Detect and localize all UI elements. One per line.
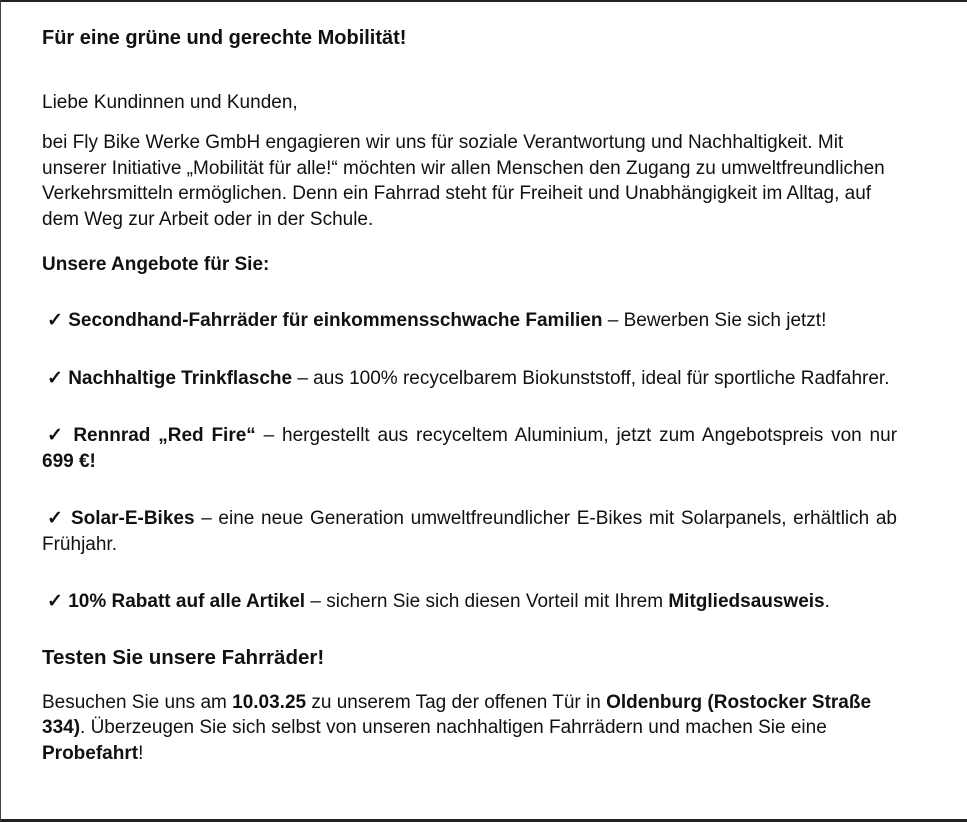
closing-text: . Überzeugen Sie sich selbst von unseren nachhaltigen Fahrrädern und machen Sie eine (80, 717, 827, 738)
event-date: 10.03.25 (232, 691, 307, 713)
offer-text: – hergestellt aus recyceltem Aluminium, jetzt zum Angebotspreis von nur (255, 425, 898, 446)
check-icon: ✓ (47, 591, 63, 612)
offers-heading: Unsere Angebote für Sie: (42, 254, 270, 275)
document-title: Für eine grüne und gerechte Mobilität! (42, 27, 407, 49)
closing-paragraph (42, 690, 897, 767)
check-icon: ✓ (47, 508, 65, 529)
offer-price: 699 €! (42, 450, 96, 472)
offer-text: – eine neue Generation umweltfreundlicher E-Bikes mit Solarpanels, erhältlich ab Frühjahr. (42, 508, 898, 555)
offer-highlight: Mitgliedsausweis (668, 591, 825, 612)
offer-text: – Bewerben Sie sich jetzt! (602, 310, 827, 331)
offer-title: 10% Rabatt auf alle Artikel (68, 591, 306, 612)
probefahrt-highlight: Probefahrt (42, 742, 139, 764)
offer-text: – aus 100% recycelbarem Biokunststoff, ideal für sportliche Radfahrer. (292, 367, 890, 389)
offer-text: – sichern Sie sich diesen Vorteil mit Ihrem (305, 591, 669, 612)
offer-title: Secondhand-Fahrräder für einkommensschwache Familien (68, 310, 603, 331)
check-icon: ✓ (47, 425, 66, 446)
offer-item-discount (42, 589, 897, 615)
offer-title: Solar-E-Bikes (70, 508, 195, 529)
closing-text: Besuchen Sie uns am (42, 691, 233, 713)
check-icon: ✓ (47, 310, 63, 331)
salutation: Liebe Kundinnen und Kunden, (42, 92, 298, 113)
offer-item-bottle (42, 366, 897, 392)
offer-title: Nachhaltige Trinkflasche (68, 367, 293, 389)
closing-end: ! (138, 742, 144, 764)
offer-item-roadbike (42, 423, 897, 474)
test-heading: Testen Sie unsere Fahrräder! (42, 645, 325, 669)
offer-end: . (824, 591, 830, 612)
offer-item-solar-ebikes (42, 506, 897, 557)
check-icon: ✓ (47, 367, 63, 389)
intro-paragraph: bei Fly Bike Werke GmbH engagieren wir uns für soziale Verantwortung und Nachhaltigkeit. Mit unserer Initiative „Mobilität für alle!“ möchten wir allen Menschen den Zugang zu umweltfreundlichen Verkehrsmitteln ermöglichen. Denn ein Fahrrad steht für Freiheit und Unabhängigkeit im Alltag, auf dem Weg zur Arbeit oder in der Schule. (42, 132, 885, 230)
closing-text: zu unserem Tag der offenen Tür in (306, 691, 607, 713)
offer-item-secondhand (42, 308, 897, 334)
event-location: Oldenburg (Rostocker Straße 334) (42, 691, 872, 738)
offer-title: Rennrad „Red Fire“ (73, 425, 256, 446)
